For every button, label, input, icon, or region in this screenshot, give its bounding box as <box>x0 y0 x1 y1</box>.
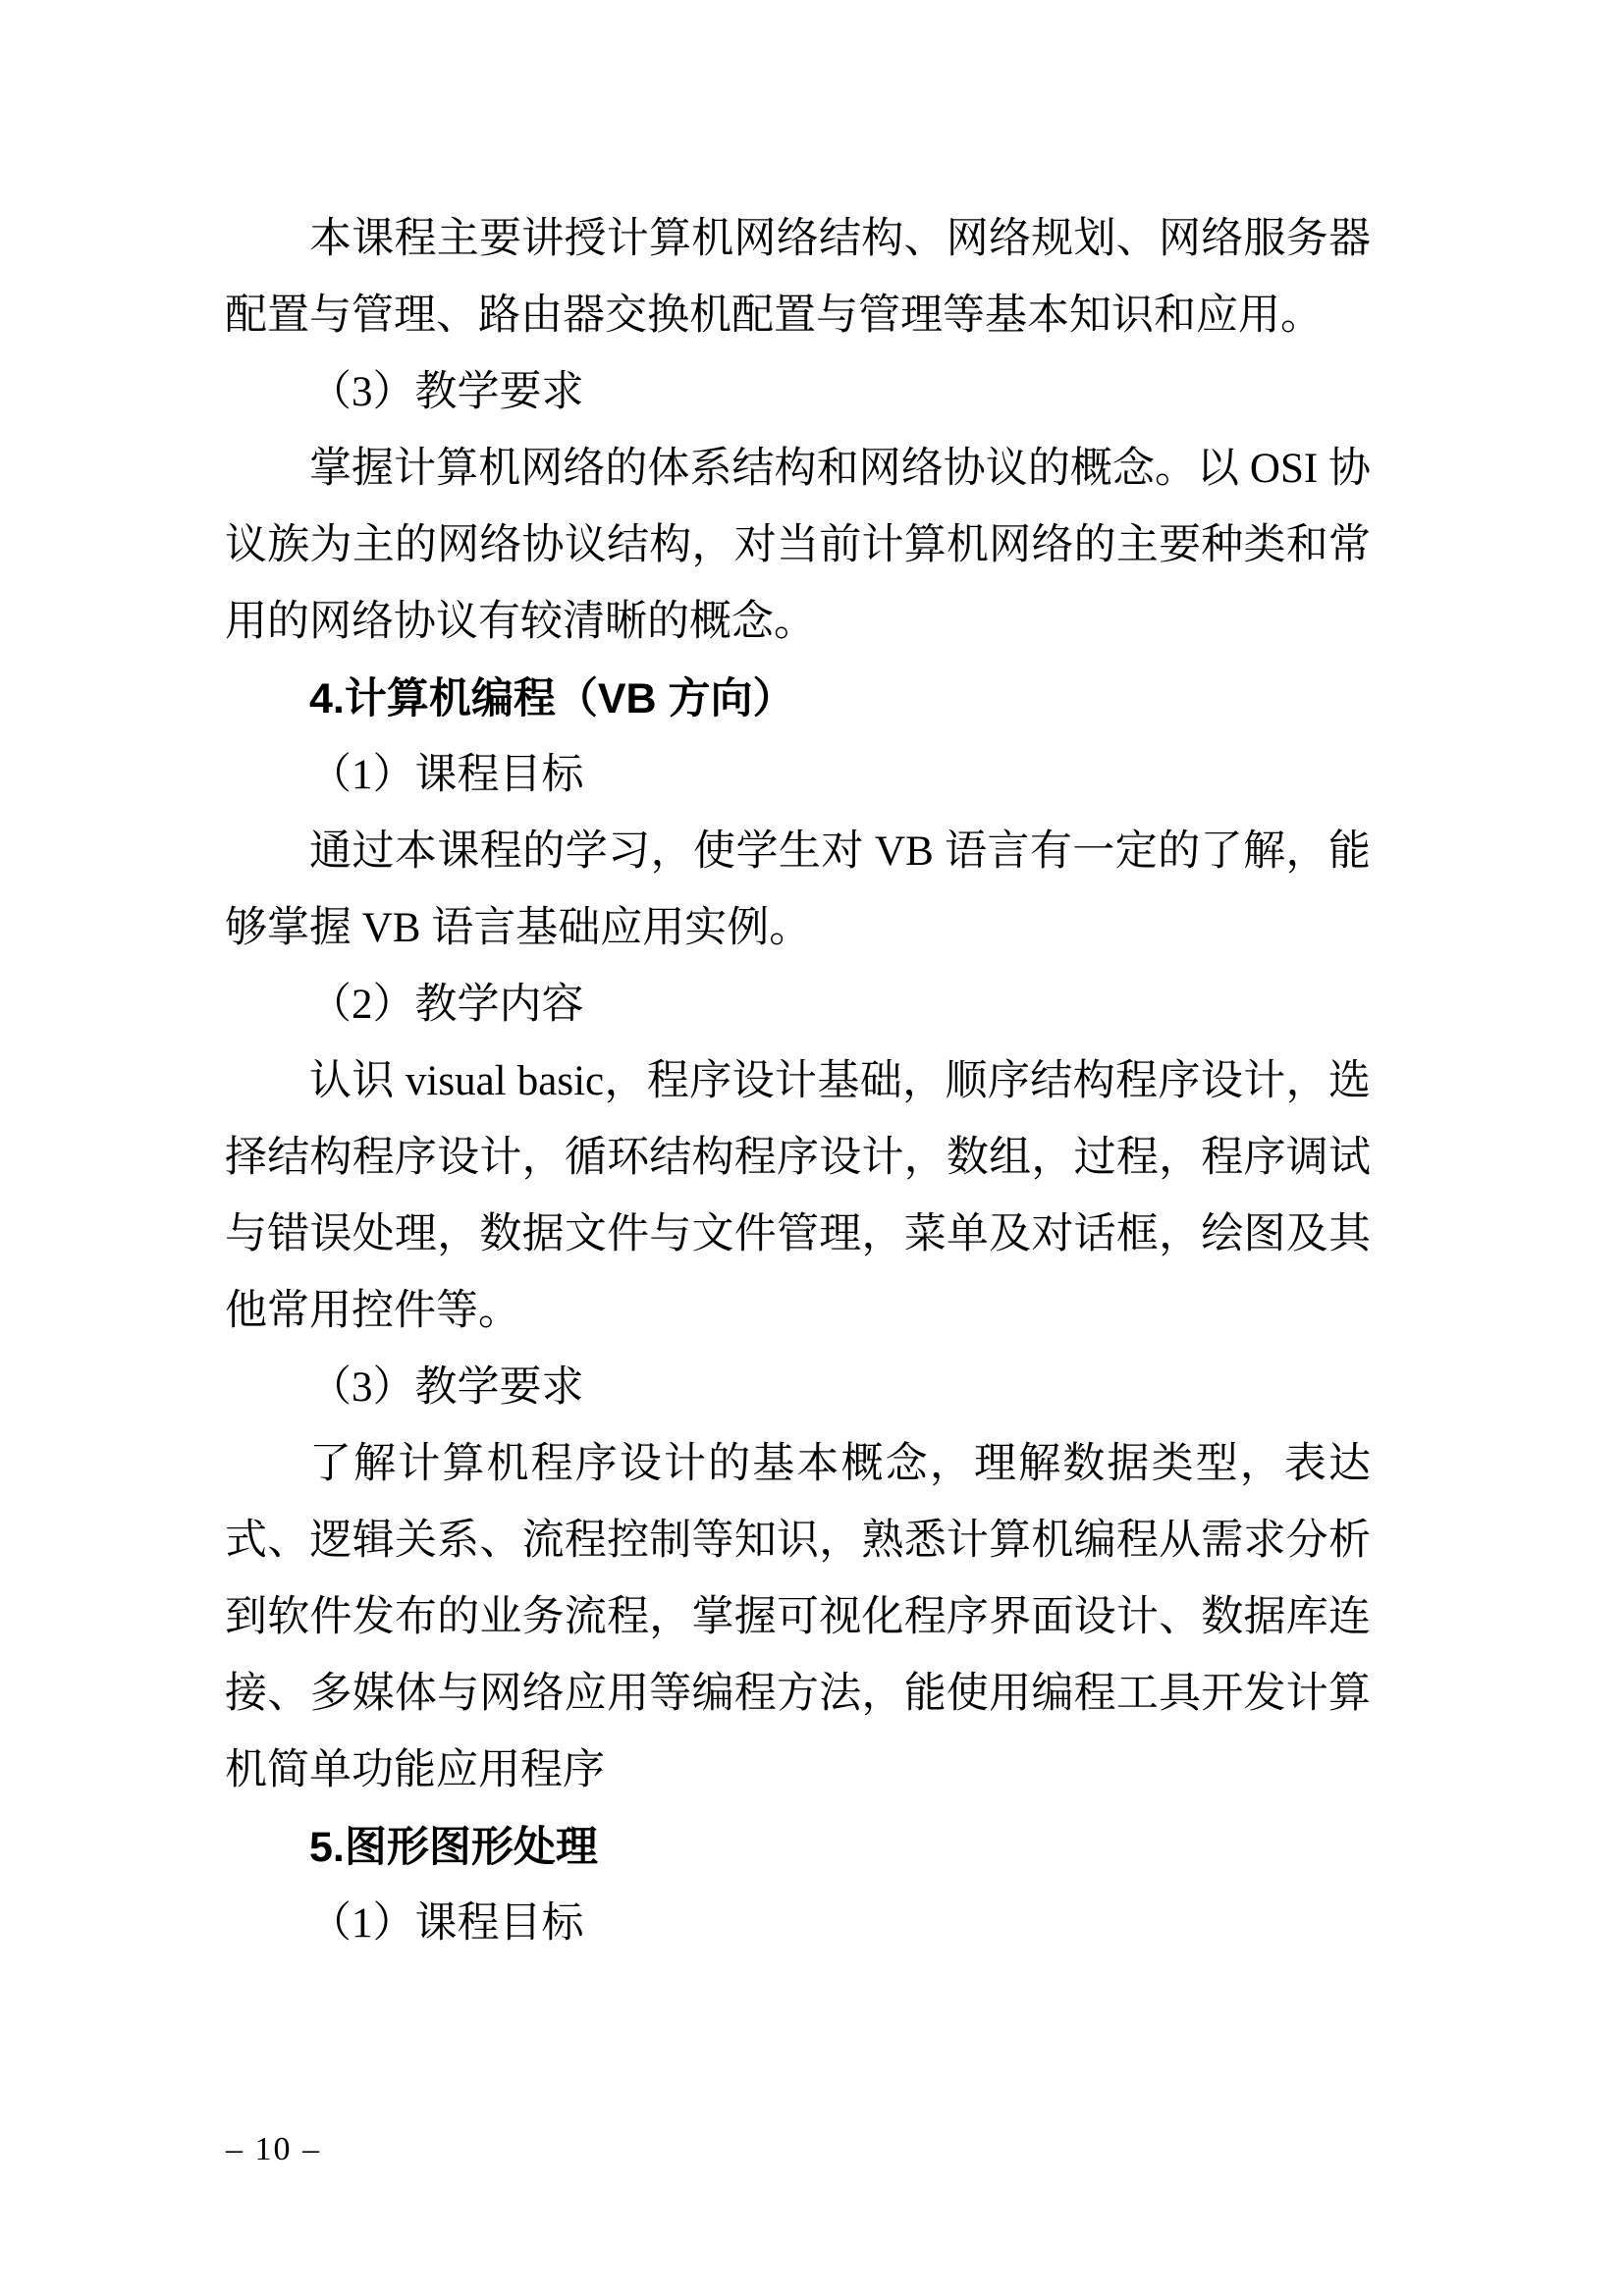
subheading-course-goal-2: （1）课程目标 <box>309 1900 584 1947</box>
paragraph-course-intro: 本课程主要讲授计算机网络结构、网络规划、网络服务器配置与管理、路由器交换机配置与管理等基本知识和应用。 <box>225 216 1371 339</box>
page-number: – 10 – <box>226 2131 321 2167</box>
section-heading-graphics: 5.图形图形处理 <box>309 1824 598 1871</box>
page-footer <box>226 2130 321 2169</box>
paragraph-network-requirements: 掌握计算机网络的体系结构和网络协议的概念。以 OSI 协议族为主的网络协议结构，对当前计算机网络的主要种类和常用的网络协议有较清晰的概念。 <box>225 446 1371 645</box>
subheading-teaching-content: （2）教学内容 <box>309 982 584 1028</box>
paragraph-vb-content: 认识 visual basic，程序设计基础，顺序结构程序设计，选择结构程序设计，循环结构程序设计，数组，过程，程序调试与错误处理，数据文件与文件管理，菜单及对话框，绘图及其他常用控件等。 <box>225 1058 1371 1334</box>
paragraph-vb-goal: 通过本课程的学习，使学生对 VB 语言有一定的了解，能够掌握 VB 语言基础应用实例。 <box>225 828 1371 951</box>
page-body <box>225 201 1371 1962</box>
subheading-course-goal: （1）课程目标 <box>309 752 584 798</box>
subheading-teaching-requirements-2: （3）教学要求 <box>309 1364 584 1411</box>
paragraph-vb-requirements: 了解计算机程序设计的基本概念，理解数据类型，表达式、逻辑关系、流程控制等知识，熟悉计算机编程从需求分析到软件发布的业务流程，掌握可视化程序界面设计、数据库连接、多媒体与网络应用等编程方法，能使用编程工具开发计算机简单功能应用程序 <box>225 1441 1371 1793</box>
section-heading-vb-programming: 4.计算机编程（VB 方向） <box>309 675 795 722</box>
subheading-teaching-requirements: （3）教学要求 <box>309 369 584 415</box>
